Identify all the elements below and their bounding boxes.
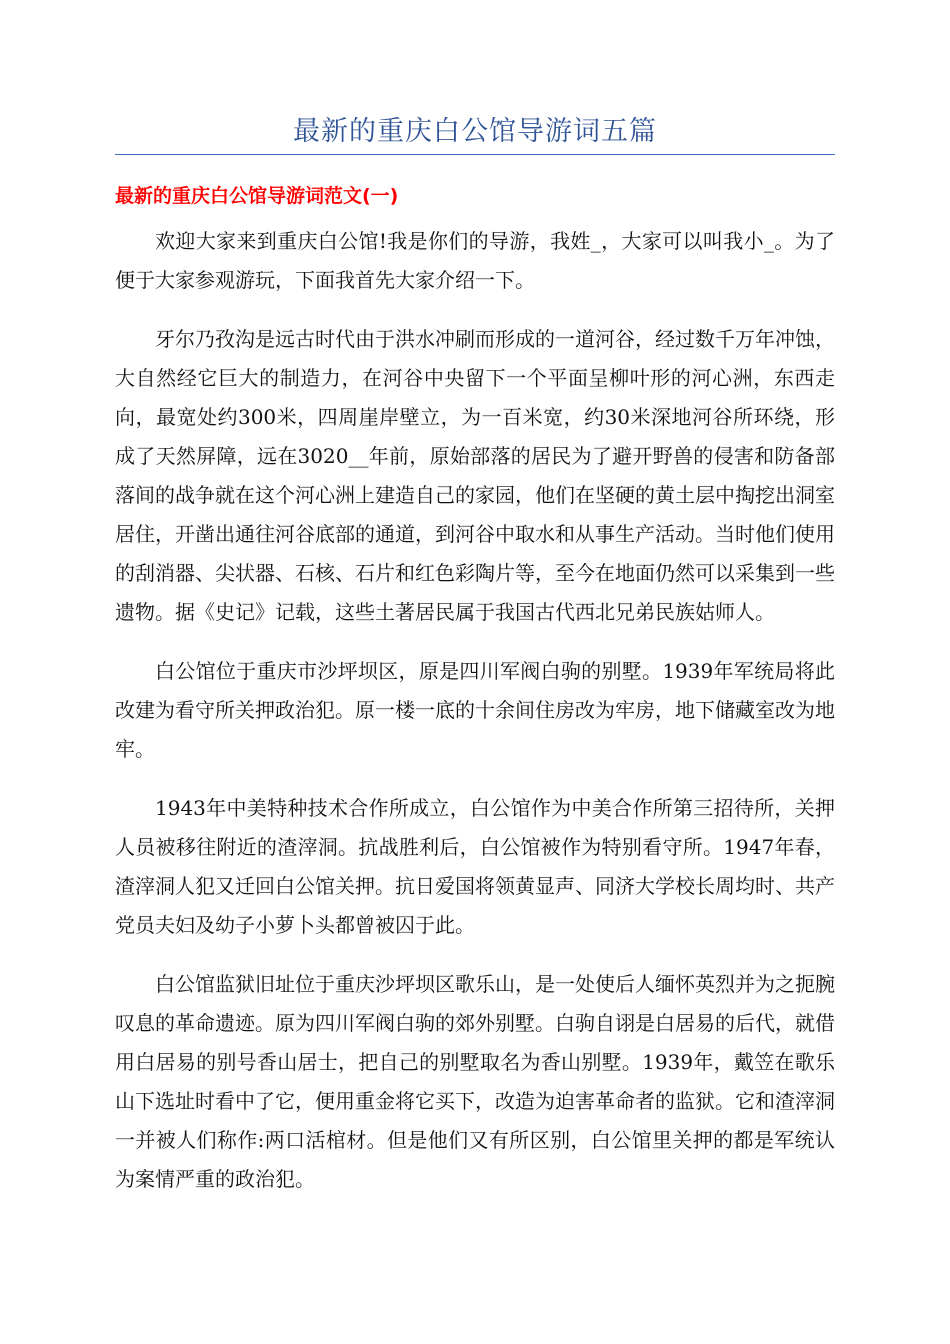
document-body [115, 222, 835, 1219]
title-underline [115, 154, 835, 155]
paragraph-5: 白公馆监狱旧址位于重庆沙坪坝区歌乐山，是一处使后人缅怀英烈并为之扼腕叹息的革命遗迹。原为四川军阀白驹的郊外别墅。白驹自诩是白居易的后代，就借用白居易的别号香山居士，把自己的别墅取名为香山别墅。1939年，戴笠在歌乐山下选址时看中了它，便用重金将它买下，改造为迫害革命者的监狱。它和渣滓洞一并被人们称作:两口活棺材。但是他们又有所区别，白公馆里关押的都是军统认为案情严重的政治犯。 [115, 972, 835, 1191]
paragraph-2: 牙尔乃孜沟是远古时代由于洪水冲刷而形成的一道河谷，经过数千万年冲蚀，大自然经它巨大的制造力，在河谷中央留下一个平面呈柳叶形的河心洲，东西走向，最宽处约300米，四周崖岸壁立，为一百米宽，约30米深地河谷所环绕，形成了天然屏障，远在3020__年前，原始部落的居民为了避开野兽的侵害和防备部落间的战争就在这个河心洲上建造自己的家园，他们在坚硬的黄土层中掏挖出洞室居住，开凿出通往河谷底部的通道，到河谷中取水和从事生产活动。当时他们使用的刮消器、尖状器、石核、石片和红色彩陶片等，至今在地面仍然可以采集到一些遗物。据《史记》记载，这些土著居民属于我国古代西北兄弟民族姑师人。 [115, 327, 835, 624]
paragraph-4: 1943年中美特种技术合作所成立，白公馆作为中美合作所第三招待所，关押人员被移往附近的渣滓洞。抗战胜利后，白公馆被作为特别看守所。1947年春，渣滓洞人犯又迁回白公馆关押。抗日爱国将领黄显声、同济大学校长周均时、共产党员夫妇及幼子小萝卜头都曾被囚于此。 [115, 796, 835, 937]
section-heading: 最新的重庆白公馆导游词范文(一) [115, 185, 399, 207]
paragraph-1: 欢迎大家来到重庆白公馆!我是你们的导游，我姓_，大家可以叫我小_。为了便于大家参观游玩，下面我首先大家介绍一下。 [115, 229, 835, 292]
paragraph-3: 白公馆位于重庆市沙坪坝区，原是四川军阀白驹的别墅。1939年军统局将此改建为看守所关押政治犯。原一楼一底的十余间住房改为牢房，地下储藏室改为地牢。 [115, 659, 835, 761]
document-title: 最新的重庆白公馆导游词五篇 [293, 116, 657, 147]
